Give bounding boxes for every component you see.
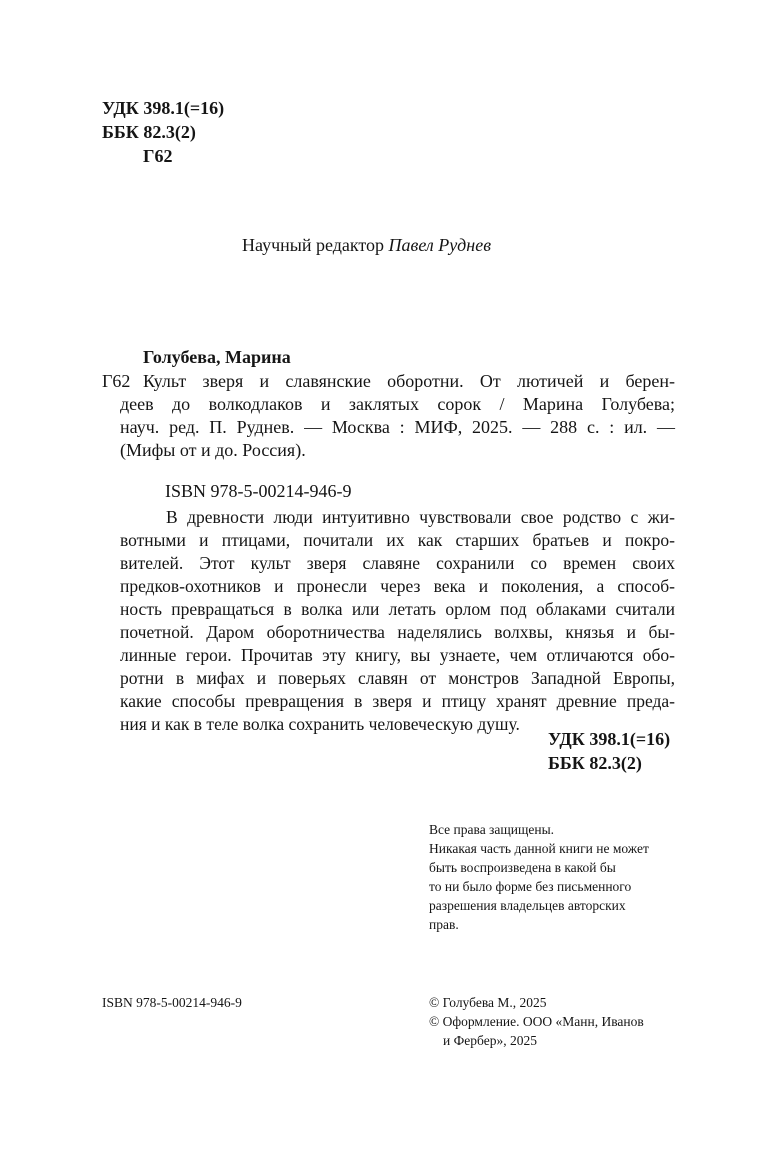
annotation-line: почетной. Даром оборотничества наделялись волхвы, князья и бы-	[120, 622, 675, 642]
annotation-line: линные герои. Прочитав эту книгу, вы узнаете, чем отличаются обо-	[120, 645, 675, 665]
rights-notice	[429, 820, 649, 934]
bibliographic-description	[120, 370, 675, 462]
author-mark-top: Г62	[143, 146, 173, 166]
editor-line	[242, 233, 491, 257]
udk-code-top: УДК 398.1(=16)	[102, 98, 225, 118]
record-line: науч. ред. П. Руднев. — Москва : МИФ, 2025. — 288 с. : ил. —	[120, 417, 675, 437]
author-heading: Голубева, Марина	[143, 347, 291, 367]
bottom-isbn: ISBN 978-5-00214-946-9	[102, 995, 242, 1010]
rights-line: то ни было форме без письменного	[429, 879, 632, 894]
annotation-line: ния и как в теле волка сохранить человеческую душу.	[120, 714, 520, 734]
rights-line: Все права защищены.	[429, 822, 555, 837]
annotation-line: вотными и птицами, почитали их как старших братьев и покро-	[120, 530, 675, 550]
rights-line: прав.	[429, 917, 459, 932]
udk-code-bottom: УДК 398.1(=16)	[548, 729, 671, 749]
record-line: Культ зверя и славянские оборотни. От лютичей и берен-	[143, 371, 675, 391]
bbk-code-top: ББК 82.3(2)	[102, 122, 196, 142]
annotation	[120, 506, 675, 736]
record-isbn: ISBN 978-5-00214-946-9	[165, 481, 352, 501]
record-mark: Г62	[102, 371, 131, 391]
record-line: (Мифы от и до. Россия).	[120, 440, 306, 460]
annotation-line: ротни в мифах и поверьях славян от монстров Западной Европы,	[120, 668, 675, 688]
copyright-line: © Оформление. ООО «Манн, Иванов	[429, 1014, 644, 1029]
annotation-line: предков-охотников и пронесли через века и поколения, а способ-	[120, 576, 675, 596]
copyright-line: и Фербер», 2025	[443, 1033, 537, 1048]
copyright-line: © Голубева М., 2025	[429, 995, 547, 1010]
editor-name: Павел Руднев	[388, 235, 492, 255]
rights-line: быть воспроизведена в какой бы	[429, 860, 616, 875]
copyright-block	[429, 993, 644, 1050]
bbk-code-bottom: ББК 82.3(2)	[548, 753, 642, 773]
annotation-line: вителей. Этот культ зверя славяне сохранили со времен своих	[120, 553, 675, 573]
rights-line: разрешения владельцев авторских	[429, 898, 626, 913]
annotation-line: ность превращаться в волка или летать орлом под облаками считали	[120, 599, 675, 619]
annotation-line: В древности люди интуитивно чувствовали свое родство с жи-	[166, 507, 675, 527]
annotation-line: какие способы превращения в зверя и птицу хранят древние преда-	[120, 691, 675, 711]
record-line: деев до волкодлаков и заклятых сорок / Марина Голубева;	[120, 394, 675, 414]
editor-label: Научный редактор	[242, 235, 385, 255]
rights-line: Никакая часть данной книги не может	[429, 841, 649, 856]
